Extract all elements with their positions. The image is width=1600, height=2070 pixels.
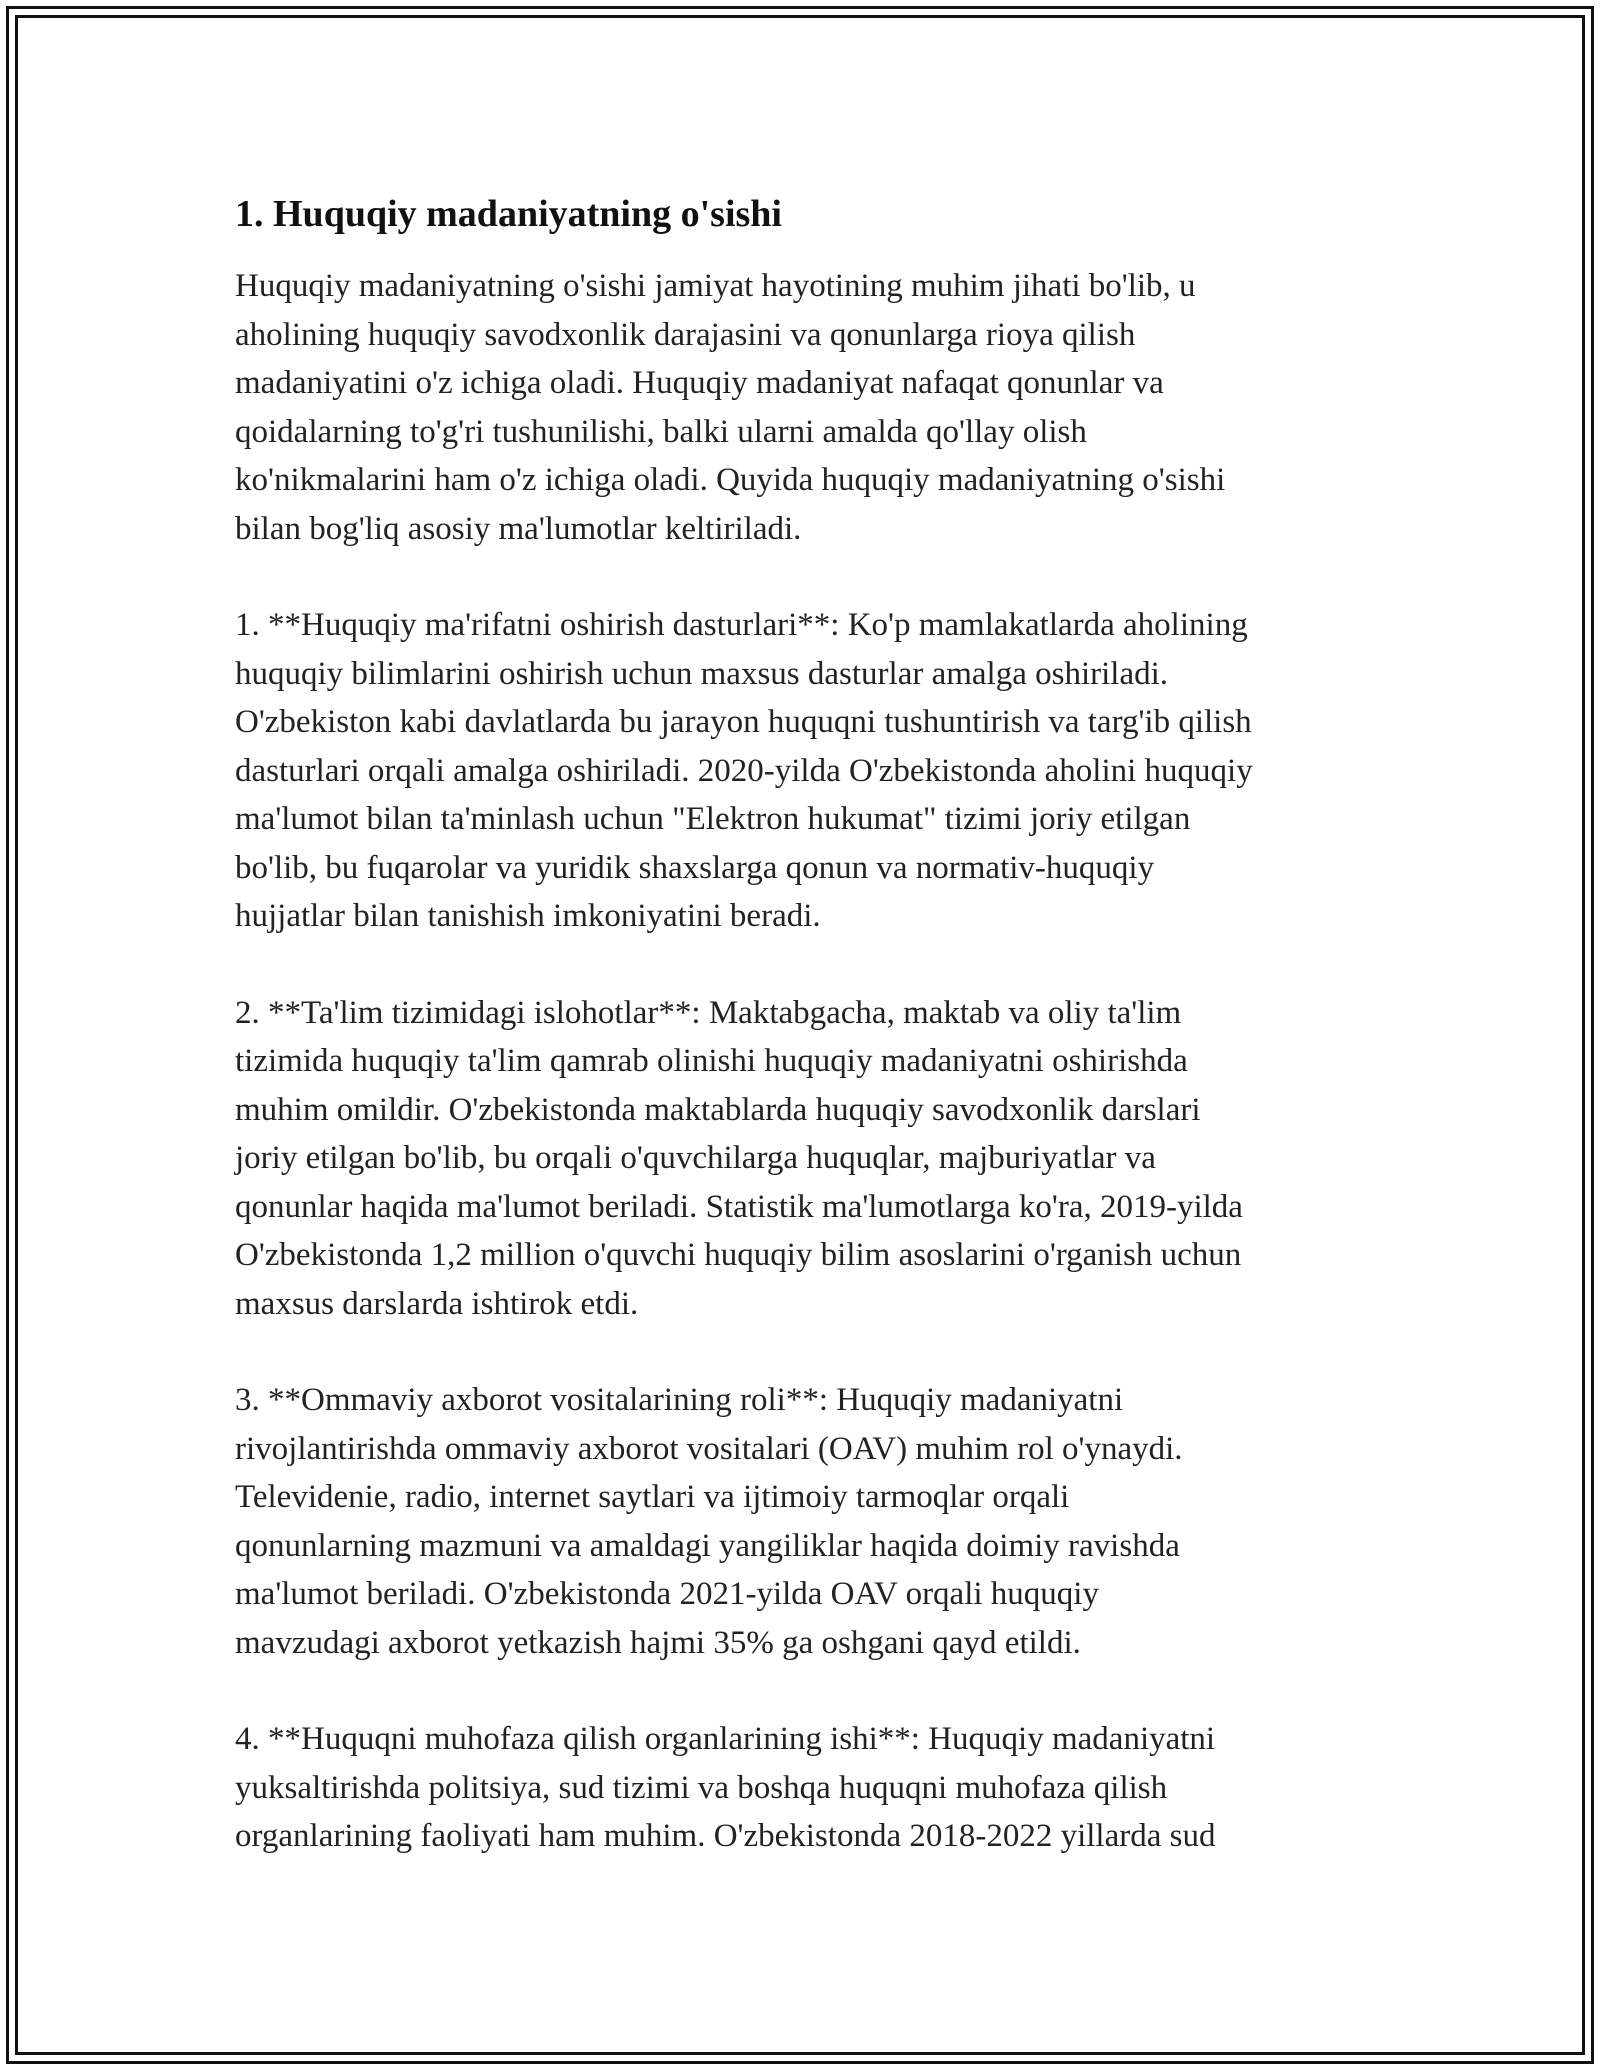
intro-paragraph: Huquqiy madaniyatning o'sishi jamiyat hayotining muhim jihati bo'lib, u aholining huquqiy savodxonlik darajasini va qonunlarga rioya qilish madaniyatini o'z ichiga oladi. Huquqiy madaniyat nafaqat qonunlar va qoidalarning to'g'ri tushunilishi, balki ularni amalda qo'llay olish ko'nikmalarini ham o'z ichiga oladi. Quyida huquqiy madaniyatning o'sishi bilan bog'liq asosiy ma'lumotlar keltiriladi. xyxy=(235,268,1226,547)
section-heading: 1. Huquqiy madaniyatning o'sishi xyxy=(235,193,782,235)
paragraph-law-enforcement: 4. **Huquqni muhofaza qilish organlarining ishi**: Huquqiy madaniyatni yuksaltirishda politsiya, sud tizimi va boshqa huquqni muhofaza qilish organlarining faoliyati ham muhim. O'zbekistonda 2018-2022 yillarda sud xyxy=(235,1721,1216,1854)
document-body xyxy=(235,188,1375,1909)
paragraph-legal-education: 1. **Huquqiy ma'rifatni oshirish dasturlari**: Ko'p mamlakatlarda aholining huquqiy bilimlarini oshirish uchun maxsus dasturlar amalga oshiriladi. O'zbekiston kabi davlatlarda bu jarayon huquqni tushuntirish va targ'ib qilish dasturlari orqali amalga oshiriladi. 2020-yilda O'zbekistonda aholini huquqiy ma'lumot bilan ta'minlash uchun "Elektron hukumat" tizimi joriy etilgan bo'lib, bu fuqarolar va yuridik shaxslarga qonun va normativ-huquqiy hujjatlar bilan tanishish imkoniyatini beradi. xyxy=(235,607,1253,934)
paragraph-education-reforms: 2. **Ta'lim tizimidagi islohotlar**: Maktabgacha, maktab va oliy ta'lim tizimida huquqiy ta'lim qamrab olinishi huquqiy madaniyatni oshirishda muhim omildir. O'zbekistonda maktablarda huquqiy savodxonlik darslari joriy etilgan bo'lib, bu orqali o'quvchilarga huquqlar, majburiyatlar va qonunlar haqida ma'lumot beriladi. Statistik ma'lumotlarga ko'ra, 2019-yilda O'zbekistonda 1,2 million o'quvchi huquqiy bilim asoslarini o'rganish uchun maxsus darslarda ishtirok etdi. xyxy=(235,994,1243,1322)
paragraph-media-role: 3. **Ommaviy axborot vositalarining roli**: Huquqiy madaniyatni rivojlantirishda ommaviy axborot vositalari (OAV) muhim rol o'ynaydi. Televidenie, radio, internet saytlari va ijtimoiy tarmoqlar orqali qonunlarning mazmuni va amaldagi yangiliklar haqida doimiy ravishda ma'lumot beriladi. O'zbekistonda 2021-yilda OAV orqali huquqiy mavzudagi axborot yetkazish hajmi 35% ga oshgani qayd etildi. xyxy=(235,1382,1183,1661)
